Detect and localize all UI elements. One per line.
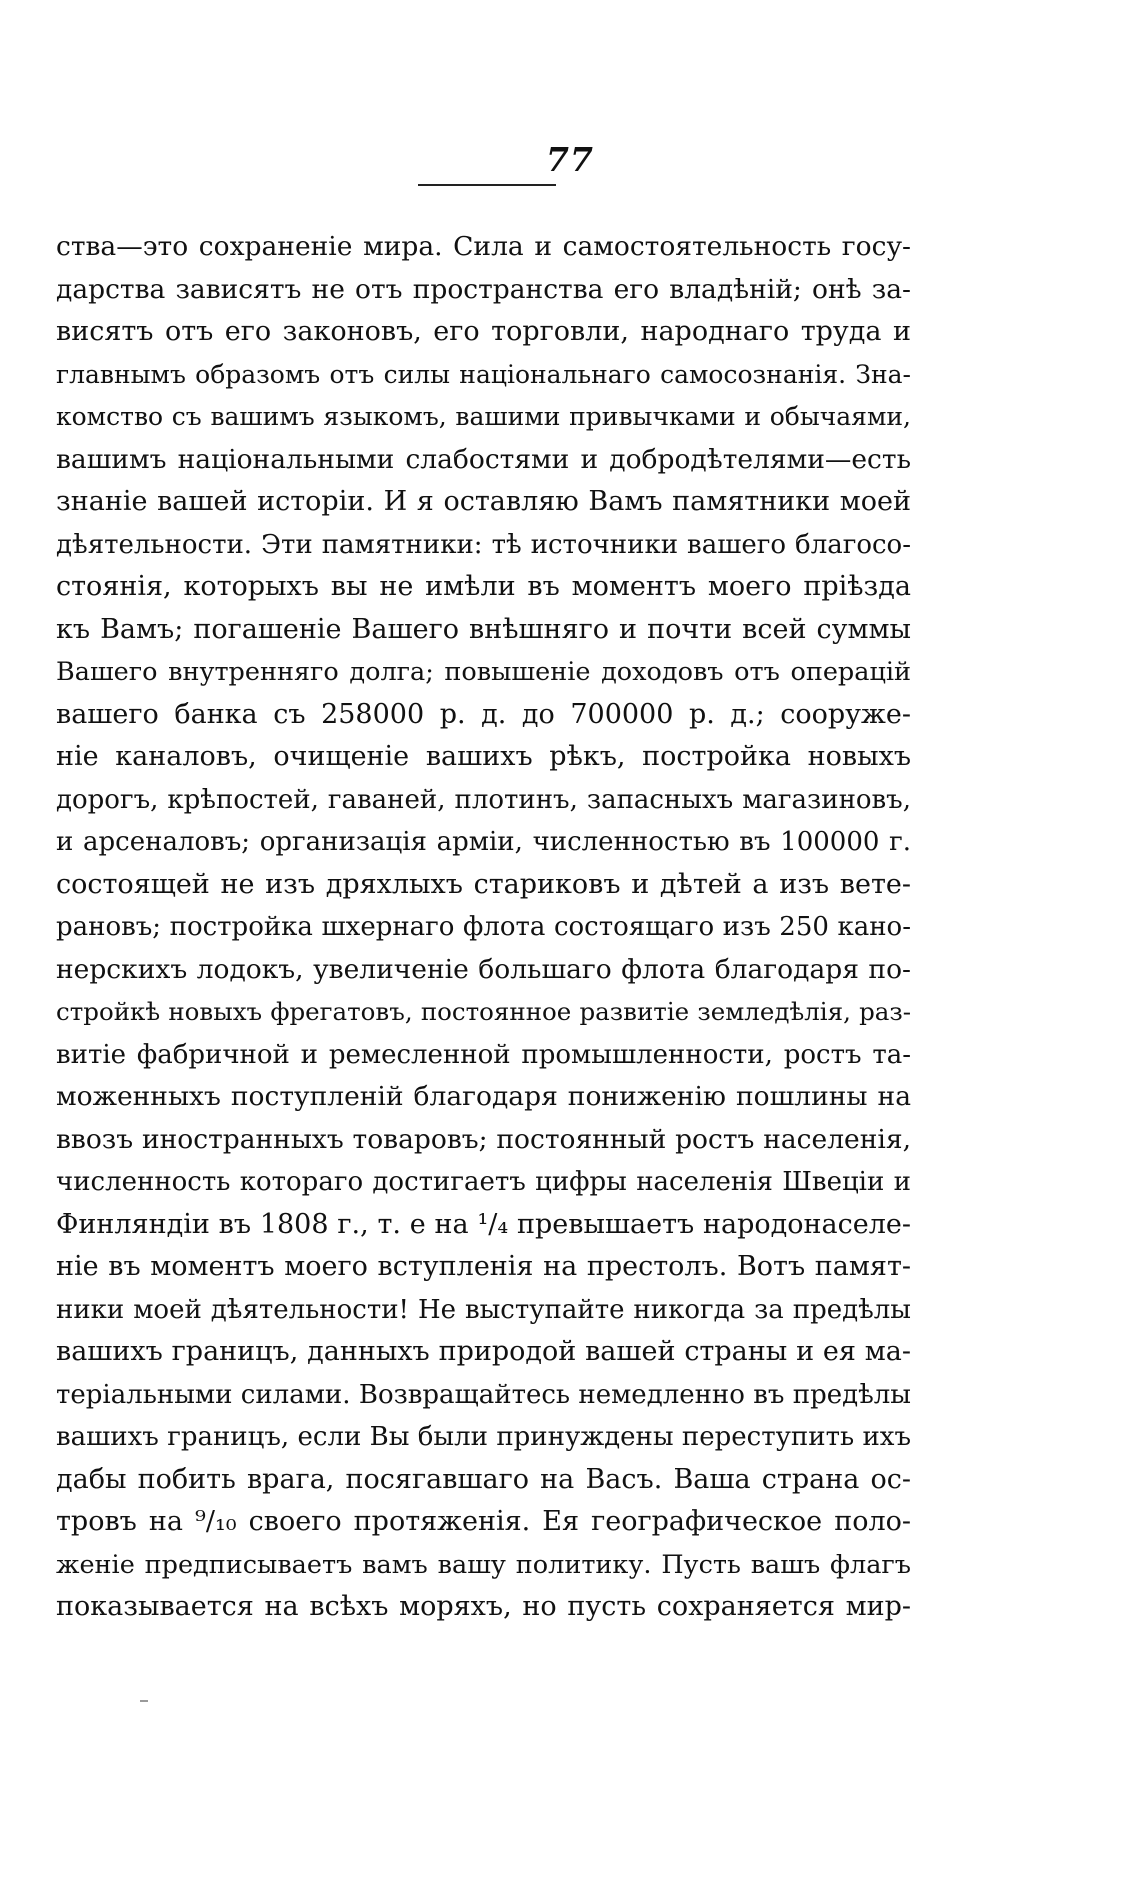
text-line: главнымъ образомъ отъ силы національнаго самосознанія. Зна- — [56, 359, 911, 389]
text-line: женіе предписываетъ вамъ вашу политику. Пусть вашъ флагъ — [56, 1549, 911, 1580]
text-line: ніе въ моментъ моего вступленія на престолъ. Вотъ памят- — [56, 1251, 911, 1282]
text-line: ники моей дѣятельности! Не выступайте никогда за предѣлы — [56, 1294, 911, 1325]
text-line: Финляндіи въ 1808 г., т. е на ¹/₄ превышаетъ народонаселе- — [56, 1208, 911, 1240]
text-line: вашихъ границъ, если Вы были принуждены переступить ихъ — [56, 1422, 911, 1452]
body-text — [56, 226, 911, 1629]
text-line: дабы побить врага, посягавшаго на Васъ. Ваша страна ос- — [56, 1463, 911, 1495]
text-line: комство съ вашимъ языкомъ, вашими привычками и обычаями, — [56, 402, 911, 431]
text-line: вашего банка съ 258000 р. д. до 700000 р. д.; сооруже- — [56, 698, 911, 730]
text-line: стройкѣ новыхъ фрегатовъ, постоянное развитіе земледѣлія, раз- — [56, 997, 911, 1026]
scan-speck — [140, 1700, 148, 1702]
text-line: дарства зависятъ не отъ пространства его владѣній; онѣ за- — [56, 273, 911, 305]
text-line: дорогъ, крѣпостей, гаваней, плотинъ, запасныхъ магазиновъ, — [56, 784, 911, 815]
text-line: ства—это сохраненіе мира. Сила и самостоятельность госу- — [56, 231, 911, 262]
text-line: и арсеналовъ; организація арміи, численностью въ 100000 г. — [56, 827, 911, 857]
text-line: моженныхъ поступленій благодаря пониженію пошлины на — [56, 1081, 911, 1112]
text-line: витіе фабричной и ремесленной промышленности, ростъ та- — [56, 1039, 911, 1070]
text-line: тровъ на ⁹/₁₀ своего протяженія. Ея географическое поло- — [56, 1506, 911, 1537]
text-line: дѣятельности. Эти памятники: тѣ источники вашего благосо- — [56, 529, 911, 560]
text-line: Вашего внутренняго долга; повышеніе доходовъ отъ операцій — [56, 657, 911, 687]
text-line: вашимъ національными слабостями и добродѣтелями—есть — [56, 443, 911, 475]
text-line: ніе каналовъ, очищеніе вашихъ рѣкъ, постройка новыхъ — [56, 741, 911, 772]
text-line: нерскихъ лодокъ, увеличеніе большаго флота благодаря по- — [56, 953, 911, 985]
text-line: стоянія, которыхъ вы не имѣли въ моментъ моего пріѣзда — [56, 571, 911, 602]
text-line: численность котораго достигаетъ цифры населенія Швеціи и — [56, 1167, 911, 1197]
page-number: 77 — [546, 140, 594, 179]
text-line: теріальными силами. Возвращайтесь немедленно въ предѣлы — [56, 1379, 911, 1410]
page-number-rule — [418, 184, 556, 186]
text-line: состоящей не изъ дряхлыхъ стариковъ и дѣтей а изъ вете- — [56, 868, 911, 900]
text-line: знаніе вашей исторіи. И я оставляю Вамъ памятники моей — [56, 486, 911, 517]
text-line: вашихъ границъ, данныхъ природой вашей страны и ея ма- — [56, 1336, 911, 1367]
text-line: къ Вамъ; погашеніе Вашего внѣшняго и почти всей суммы — [56, 613, 911, 645]
text-line: показывается на всѣхъ моряхъ, но пусть сохраняется мир- — [56, 1591, 911, 1622]
text-line: ввозъ иностранныхъ товаровъ; постоянный ростъ населенія, — [56, 1123, 911, 1155]
text-line: висятъ отъ его законовъ, его торговли, народнаго труда и — [56, 316, 911, 347]
text-line: рановъ; постройка шхернаго флота состоящаго изъ 250 канo- — [56, 912, 911, 942]
